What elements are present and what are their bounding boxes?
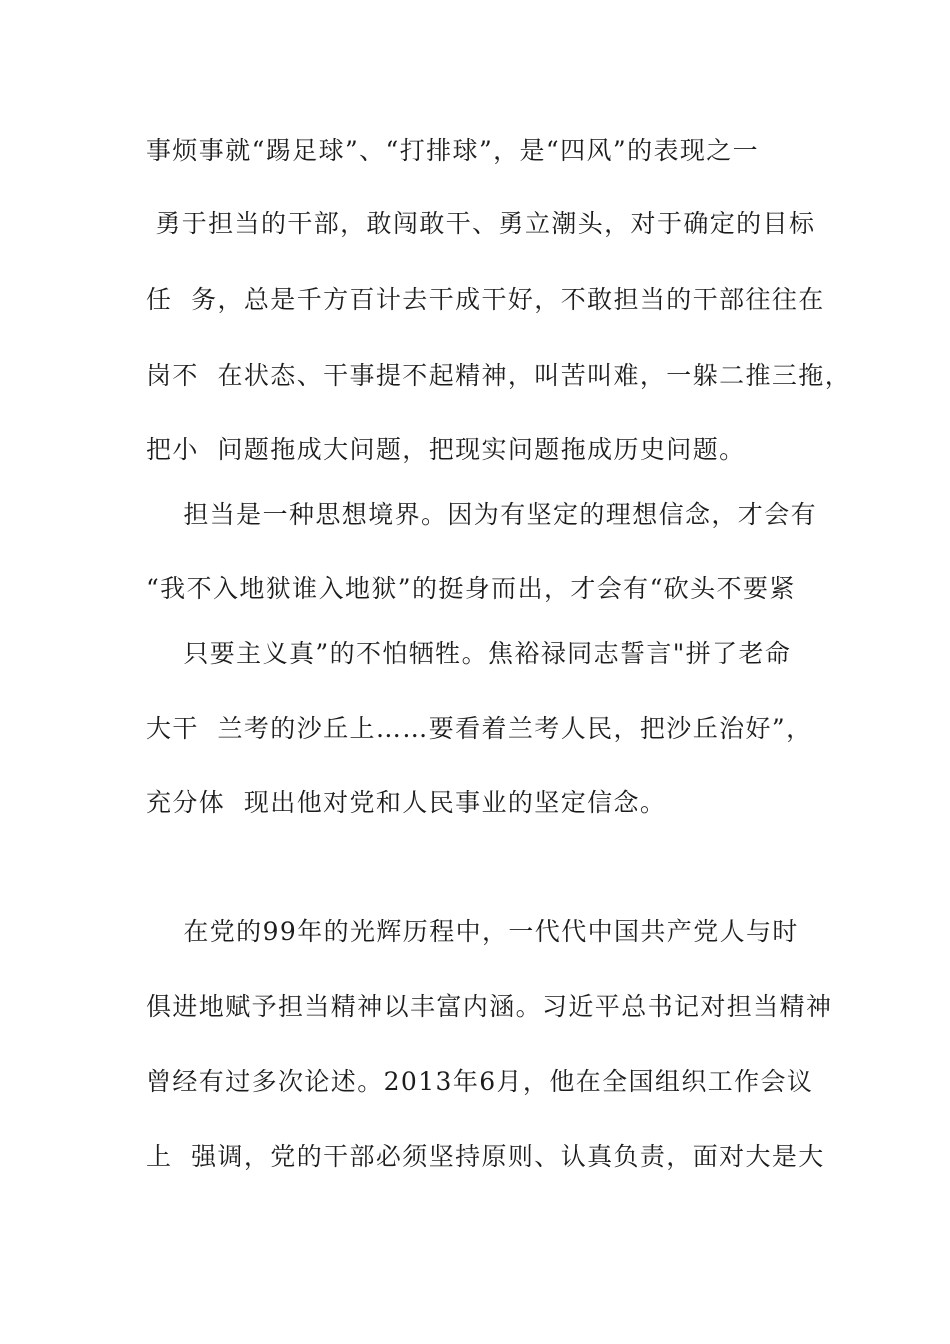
text-line: 担当是一种思想境界。因为有坚定的理想信念，才会有 (146, 500, 817, 529)
text-line: “我不入地狱谁入地狱”的挺身而出，才会有“砍头不要紧 (146, 574, 796, 603)
text-line: 岗不 在状态、干事提不起精神，叫苦叫难，一躲二推三拖， (146, 361, 852, 390)
text-line: 勇于担当的干部，敢闯敢干、勇立潮头，对于确定的目标 (146, 209, 816, 238)
text-line: 把小 问题拖成大问题，把现实问题拖成历史问题。 (146, 435, 746, 464)
text-line: 在党的99年的光辉历程中，一代代中国共产党人与时 (146, 917, 799, 946)
text-line: 任 务，总是千方百计去干成干好，不敢担当的干部往往在 (146, 285, 825, 314)
text-line: 事烦事就“踢足球”、“打排球”，是“四风”的表现之一 (146, 136, 760, 165)
text-line: 只要主义真”的不怕牺牲。焦裕禄同志誓言"拼了老命 (146, 639, 792, 668)
text-line: 大干 兰考的沙丘上……要看着兰考人民，把沙丘治好”， (146, 714, 813, 743)
text-line: 俱进地赋予担当精神以丰富内涵。习近平总书记对担当精神 (146, 992, 833, 1021)
text-line: 充分体 现出他对党和人民事业的坚定信念。 (146, 788, 667, 817)
text-line: 曾经有过多次论述。2013年6月，他在全国组织工作会议 (146, 1067, 814, 1096)
text-line: 上 强调，党的干部必须坚持原则、认真负责，面对大是大 (146, 1142, 825, 1171)
